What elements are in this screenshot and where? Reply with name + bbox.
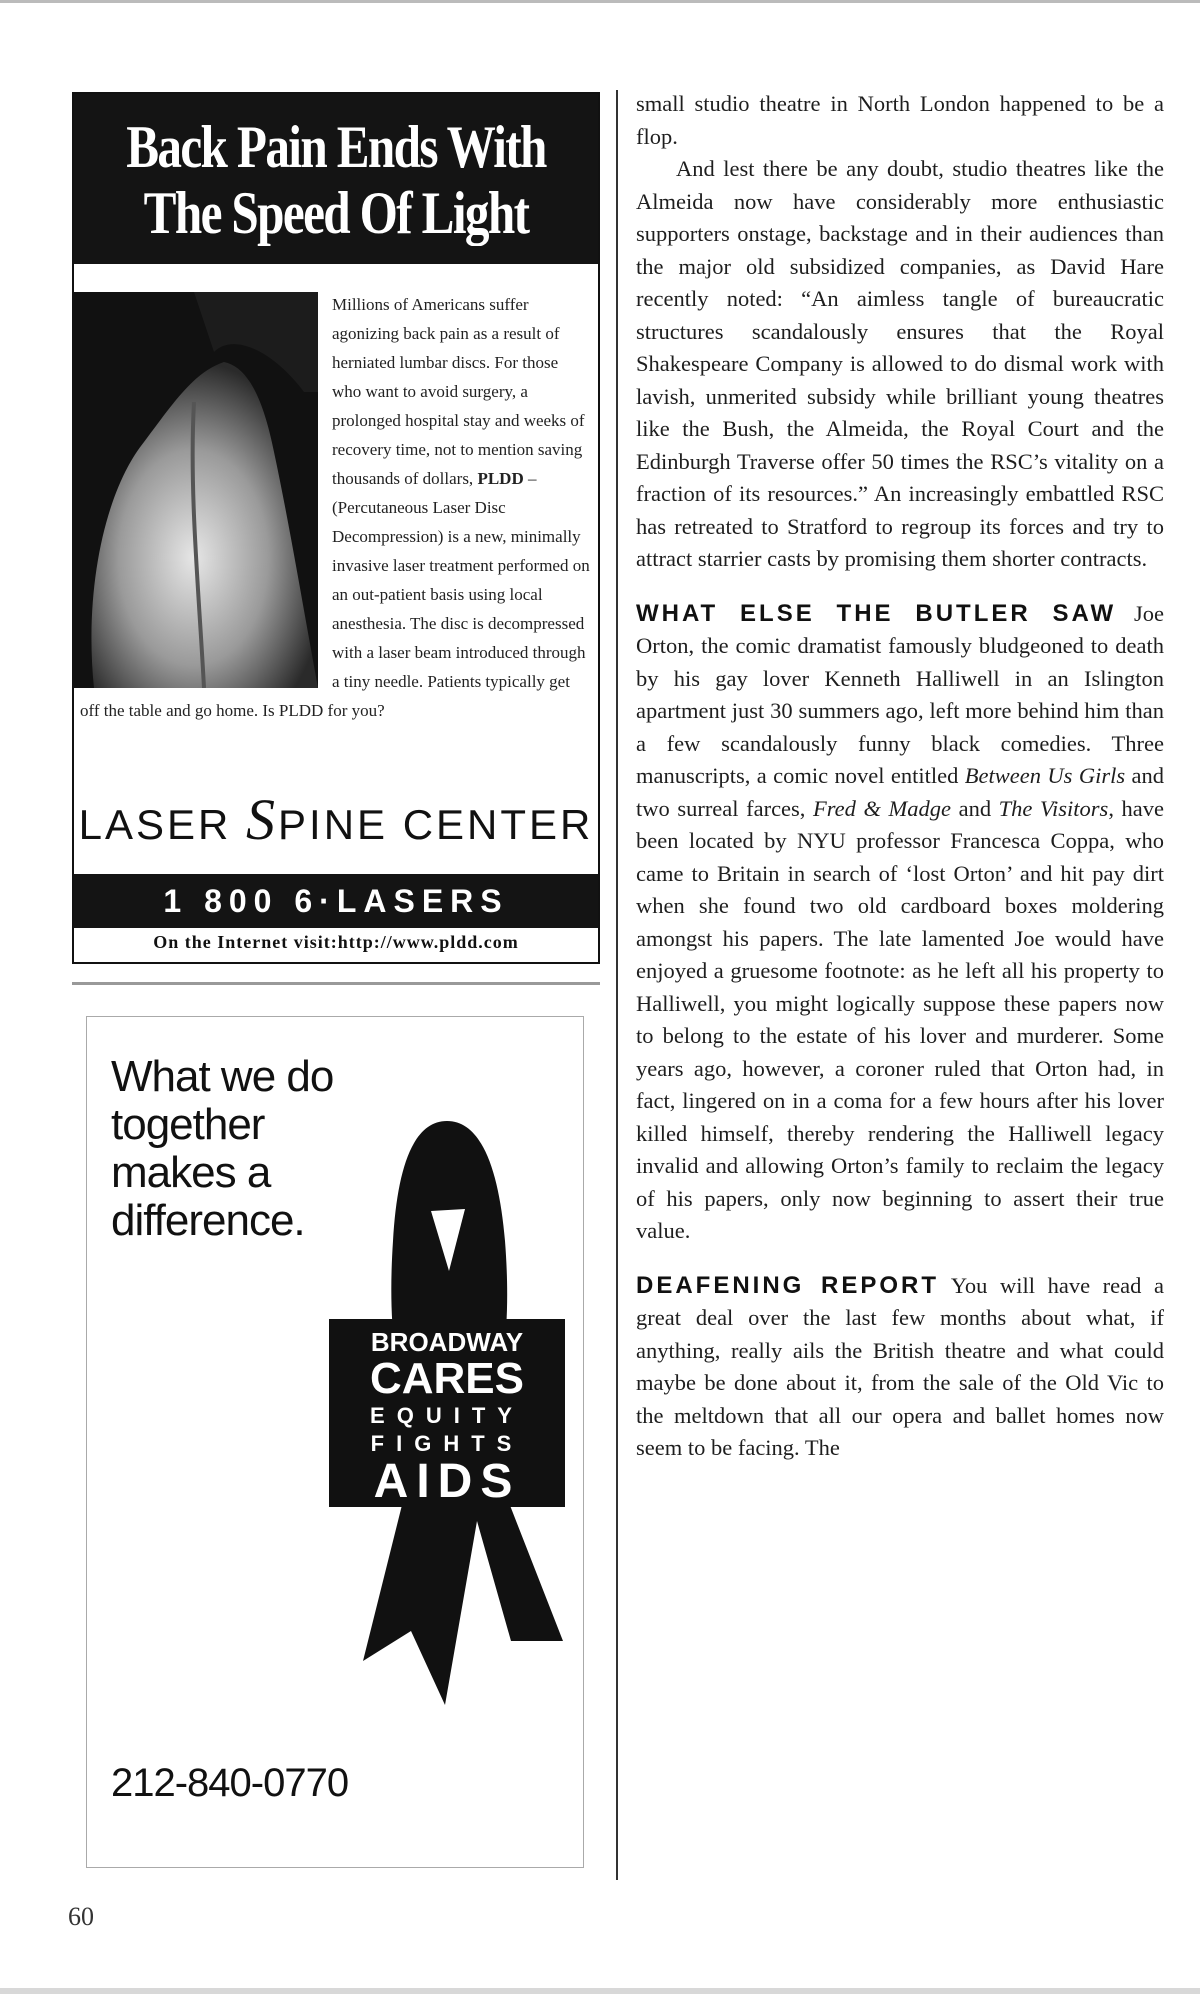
play-title: The Visitors <box>998 795 1109 821</box>
article-paragraph <box>636 598 1164 1248</box>
ad-phone: 212-840-0770 <box>111 1761 349 1805</box>
ad-phone-bar: 1 800 6·LASERS <box>74 874 598 928</box>
ad-headline-line1: Back Pain Ends With <box>126 114 546 180</box>
text-run: You will have read a great deal over the last few months about what, if anything, really ails the British theatre and what could maybe be done about it, from the sale of the Old Vic to the meltdown that all our opera and ballet homes now seem to be facing. The <box>636 1272 1165 1460</box>
logo-text-left: LASER <box>78 801 247 848</box>
book-title: Between Us Girls <box>964 763 1126 788</box>
logo-aids: AIDS <box>373 1455 521 1508</box>
laser-spine-ad <box>72 92 600 964</box>
text-run: , have been located by NYU professor Francesca Coppa, who came to Britain in search of ‘lost Orton’ and hit pay dirt when she found two old cardboard boxes moldering amongst his papers. The late lamented Joe would have enjoyed a gruesome footnote: as he left all his property to Halliwell, you might logically suppose these papers now to belong to the estate of his lover and murderer. Some years ago, however, a coroner ruled that Orton had, in fact, lingered on in a coma for a few hours after his lover killed himself, thereby rendering the Halliwell legacy invalid and allowing Orton’s family to reclaim the legacy of his papers, only now beginning to assert their true value. <box>636 795 1164 1243</box>
article-paragraph: small studio theatre in North London happened to be a flop. <box>636 91 1164 149</box>
article-paragraph: And lest there be any doubt, studio theatres like the Almeida now have considerably more enthusiastic supporters onstage, backstage and in their audiences than the major old subsidized companies, as David Hare recently noted: “An aimless tangle of bureaucratic structures scandalously ensures that the Royal Shakespeare Company is allowed to do dismal work with lavish, unmerited subsidy while brilliant young theatres like the Bush, the Almeida, the Royal Court and the Edinburgh Traverse offer 50 times the RSC’s vitality on a fraction of its resources.” An increasingly embattled RSC has retreated to Stratford to regroup its forces and try to attract starrier casts by promising them shorter contracts. <box>636 156 1164 571</box>
ad-body-text <box>80 290 590 725</box>
section-heading: DEAFENING REPORT <box>636 1271 940 1299</box>
play-title: Fred & Madge <box>813 795 952 821</box>
ad-slogan: What we do together makes a difference. <box>111 1052 334 1245</box>
laser-spine-logo <box>74 786 598 853</box>
logo-broadway: BROADWAY <box>370 1327 524 1357</box>
logo-equity: EQUITY <box>370 1403 524 1428</box>
text-run: Joe Orton, the comic dramatist famously bludgeoned to death by his gay lover Kenneth Halliwell in an Islington apartment just 30 summers ago, left more behind him than a few scandalously funny black comedies. Three manuscripts, a comic novel entitled <box>636 600 1165 788</box>
bottom-edge <box>0 1988 1200 1994</box>
article-column <box>636 88 1164 1465</box>
ad-body-part2: – (Percutaneous Laser Disc Decompression) is a new, minimally invasive laser treatment performed on an out-patient basis using local anesthesia. The disc is decompressed with a laser beam introduced through a tiny needle. Patients typically get off the table and go home. Is PLDD for you? <box>80 469 590 720</box>
logo-fights: FIGHTS <box>370 1431 524 1456</box>
text-run: and two surreal farces, <box>636 763 1164 821</box>
ad-headline <box>74 94 598 264</box>
ad-divider <box>72 982 600 985</box>
logo-text-right: PINE CENTER <box>278 801 594 848</box>
section-heading: WHAT ELSE THE BUTLER SAW <box>636 599 1117 627</box>
broadway-cares-ad <box>86 1016 584 1868</box>
ad-headline-line2: The Speed Of Light <box>143 180 529 246</box>
ad-body-part1: Millions of Americans suffer agonizing back pain as a result of herniated lumbar discs. For those who want to avoid surgery, a prolonged hospital stay and weeks of recovery time, not to mention saving thousands of dollars, <box>332 295 585 488</box>
ad-body-bold: PLDD <box>477 469 524 488</box>
logo-cares: CARES <box>369 1354 525 1403</box>
page-number: 60 <box>68 1902 94 1931</box>
column-rule <box>616 90 618 1880</box>
top-edge <box>0 0 1200 3</box>
text-run: and <box>951 795 999 821</box>
article-paragraph <box>636 1270 1164 1465</box>
ad-url: On the Internet visit:http://www.pldd.com <box>153 932 519 952</box>
red-ribbon-icon <box>327 1101 567 1721</box>
logo-spine-s: S <box>246 787 279 852</box>
